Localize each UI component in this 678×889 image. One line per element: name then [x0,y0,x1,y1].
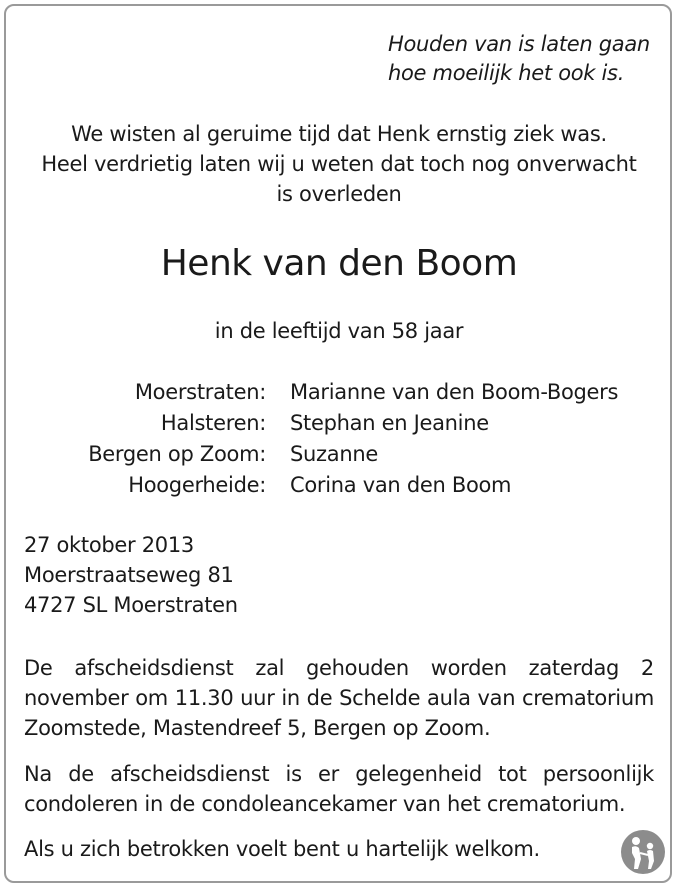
family-row [0,408,678,439]
memorial-logo-icon [620,829,666,875]
family-place: Bergen op Zoom: [88,442,266,466]
welcome-paragraph: Als u zich betrokken voelt bent u hartelijk welkom. [24,837,540,861]
family-names: Stephan en Jeanine [290,411,489,435]
family-place: Moerstraten: [134,380,266,404]
family-names: Marianne van den Boom-Bogers [290,380,619,404]
family-row [0,377,678,408]
intro-text [0,119,678,209]
family-row [0,470,678,501]
family-names: Suzanne [290,442,378,466]
intro-line-1: We wisten al geruime tijd dat Henk ernstig ziek was. [71,122,607,146]
age-text: in de leeftijd van 58 jaar [214,319,464,343]
family-names: Corina van den Boom [290,473,512,497]
family-place: Hoogerheide: [128,473,266,497]
city-line: 4727 SL Moerstraten [24,593,238,617]
intro-line-2: Heel verdrietig laten wij u weten dat toch nog onverwacht [41,152,637,176]
opening-quote [388,30,650,88]
family-row [0,439,678,470]
quote-line-1: Houden van is laten gaan [388,32,650,56]
street-line: Moerstraatseweg 81 [24,563,234,587]
deceased-name: Henk van den Boom [160,243,518,284]
family-place: Halsteren: [160,411,266,435]
address-block [24,530,238,620]
date-line: 27 oktober 2013 [24,533,194,557]
intro-line-3: is overleden [276,182,402,206]
quote-line-2: hoe moeilijk het ook is. [388,61,625,85]
condolence-paragraph: Na de afscheidsdienst is er gelegenheid tot persoonlijk condoleren in de condoleancekamer van het crematorium. [24,762,654,816]
service-paragraph: De afscheidsdienst zal gehouden worden zaterdag 2 november om 11.30 uur in de Schelde aula van crematorium Zoomstede, Mastendreef 5, Bergen op Zoom. [24,656,654,740]
